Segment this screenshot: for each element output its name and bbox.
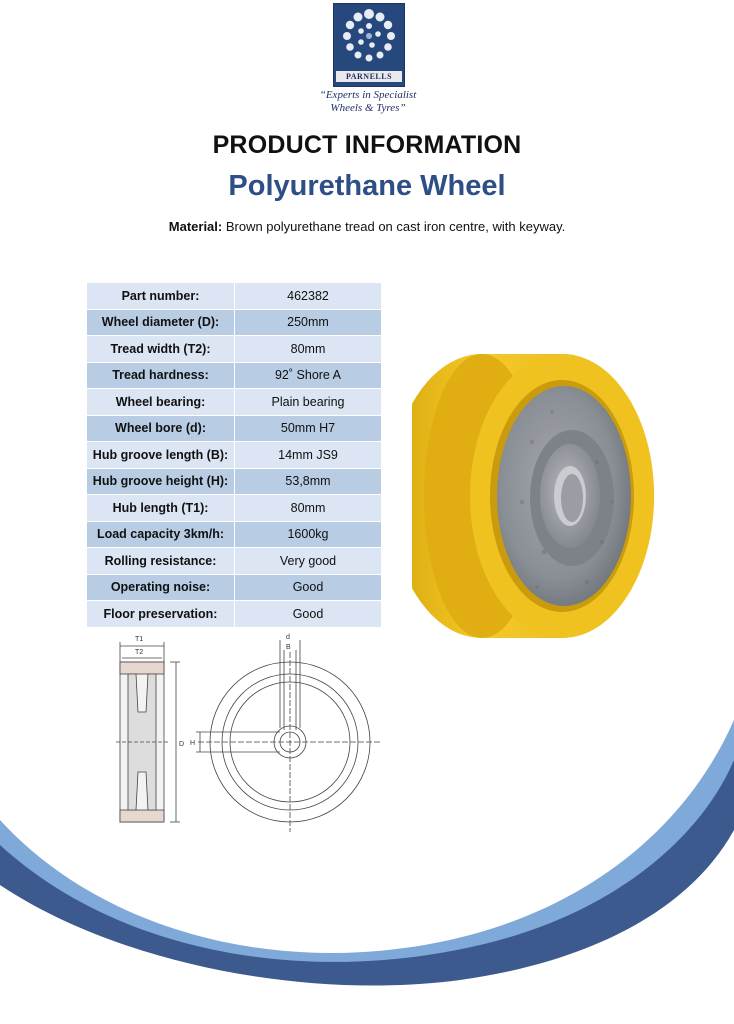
material-text: Brown polyurethane tread on cast iron centre, with keyway. xyxy=(222,219,566,234)
material-description xyxy=(0,219,734,234)
tagline-line-1: “Experts in Specialist xyxy=(319,89,417,101)
wheel-photo xyxy=(412,352,662,642)
table-row xyxy=(87,495,382,522)
table-row xyxy=(87,521,382,548)
page-heading: PRODUCT INFORMATION xyxy=(212,131,522,159)
spec-label: Wheel bore (d): xyxy=(87,415,235,442)
table-row xyxy=(87,442,382,469)
spec-label: Rolling resistance: xyxy=(87,548,235,575)
spec-value: 92˚ Shore A xyxy=(235,362,382,389)
spec-label: Operating noise: xyxy=(87,574,235,601)
spec-label: Hub length (T1): xyxy=(87,495,235,522)
table-row xyxy=(87,389,382,416)
logo-brand-name: PARNELLS xyxy=(336,71,402,82)
table-row xyxy=(87,415,382,442)
spec-value: Very good xyxy=(235,548,382,575)
spec-value: 80mm xyxy=(235,336,382,363)
decorative-swoosh xyxy=(0,700,734,1024)
material-label: Material: xyxy=(168,219,223,234)
spec-value: 462382 xyxy=(235,283,382,310)
table-row xyxy=(87,362,382,389)
spec-label: Tread width (T2): xyxy=(87,336,235,363)
label-t1: T1 xyxy=(135,636,144,643)
label-d-small: d xyxy=(286,634,290,641)
logo-tagline xyxy=(300,89,436,115)
spec-label: Hub groove length (B): xyxy=(87,442,235,469)
spec-value: Good xyxy=(235,601,382,628)
spec-label: Wheel diameter (D): xyxy=(87,309,235,336)
spec-label: Part number: xyxy=(87,283,235,310)
table-row xyxy=(87,574,382,601)
table-row xyxy=(87,283,382,310)
label-b: B xyxy=(286,644,291,651)
product-name: Polyurethane Wheel xyxy=(228,170,506,202)
spec-label: Wheel bearing: xyxy=(87,389,235,416)
spec-value: 50mm H7 xyxy=(235,415,382,442)
spec-label: Hub groove height (H): xyxy=(87,468,235,495)
spec-value: 53,8mm xyxy=(235,468,382,495)
spec-value: 80mm xyxy=(235,495,382,522)
label-h: H xyxy=(190,740,196,747)
spec-value: Good xyxy=(235,574,382,601)
spec-value: 14mm JS9 xyxy=(235,442,382,469)
table-row xyxy=(87,468,382,495)
spec-value: 1600kg xyxy=(235,521,382,548)
spec-label: Floor preservation: xyxy=(87,601,235,628)
spec-value: Plain bearing xyxy=(235,389,382,416)
label-d-big: D xyxy=(179,741,185,748)
table-row xyxy=(87,309,382,336)
tagline-line-2: Wheels & Tyres” xyxy=(330,102,406,114)
table-row xyxy=(87,548,382,575)
parnells-logo xyxy=(333,3,405,87)
spec-value: 250mm xyxy=(235,309,382,336)
label-t2: T2 xyxy=(135,649,144,656)
table-row xyxy=(87,601,382,628)
table-row xyxy=(87,336,382,363)
spec-table xyxy=(86,282,382,628)
spec-label: Load capacity 3km/h: xyxy=(87,521,235,548)
spec-label: Tread hardness: xyxy=(87,362,235,389)
